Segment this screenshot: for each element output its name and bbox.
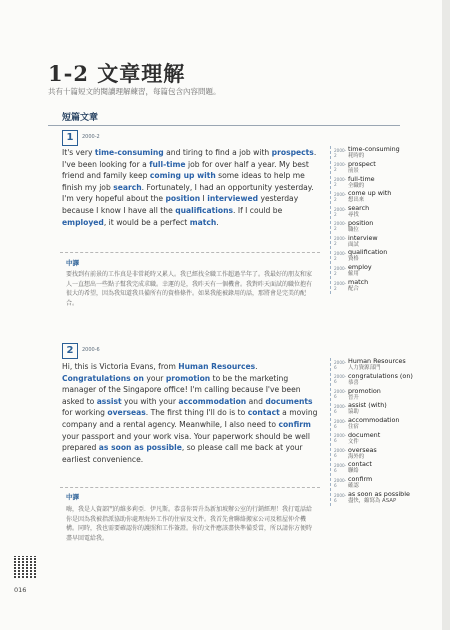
vocab-word: assist (with) (348, 401, 387, 410)
vocab-item (334, 235, 424, 249)
vocab-word: as soon as possible (348, 490, 410, 499)
passage-segment: your passport and your work visa. Your paperwork should be well prepared (62, 431, 310, 453)
passage-segment: you with your (121, 396, 179, 406)
vocab-word: time-consuming (348, 145, 400, 153)
vocab-track-number: 2000-2 (334, 206, 347, 217)
vocab-meaning: 聯絡 (348, 468, 359, 475)
qr-code-icon[interactable] (14, 556, 36, 578)
vocab-meaning: 配合 (348, 286, 359, 293)
passage-segment: I (200, 194, 208, 204)
page-number: 016 (14, 586, 27, 594)
vocab-meaning: 人力資源部門 (348, 365, 381, 371)
section-divider (48, 125, 400, 126)
vocab-entry (348, 447, 377, 461)
passage-segment: to be the marketing manager of the Singapore office! I'm calling because I've been asked to (62, 373, 301, 406)
highlighted-term: documents (265, 396, 313, 406)
vocab-track-number: 2000-2 (334, 265, 347, 276)
passage-segment: a moving company and a rental agency. Meanwhile, I also need to (62, 408, 318, 429)
highlighted-term: coming up with (149, 171, 216, 181)
vocab-word: prospect (348, 159, 376, 168)
vocab-entry (348, 358, 406, 372)
vocab-item (334, 190, 424, 204)
vocab-meaning: 資格 (348, 256, 359, 263)
passage-segment: yesterday because I know I have all the (62, 194, 299, 215)
highlighted-term: prospects (271, 148, 314, 157)
vocab-track-number: 2000-2 (334, 236, 347, 247)
vocab-word: come up with (348, 189, 392, 198)
vocab-item (334, 432, 424, 446)
passage-1-translation-label: 中譯 (66, 259, 79, 267)
passage-2-divider (60, 487, 320, 488)
passage-segment: and (246, 396, 266, 406)
vocab-item (334, 176, 424, 190)
highlighted-term: contact (247, 408, 280, 418)
vocab-track-number: 2000-2 (334, 280, 347, 291)
section-label: 短篇文章 (62, 113, 99, 123)
vocab-entry (348, 279, 368, 293)
vocab-track-number: 2000-6 (334, 448, 347, 459)
vocab-meaning: 恭喜 (348, 379, 359, 386)
vocab-word: document (348, 430, 381, 439)
vocab-meaning: 確認 (348, 483, 359, 490)
vocab-word: match (348, 278, 369, 287)
passage-segment: . The first thing I'll do is to (145, 408, 248, 418)
vocab-entry (348, 417, 399, 431)
passage-2-vocab-list (330, 358, 424, 506)
vocab-word: employ (348, 263, 372, 272)
vocab-word: search (348, 204, 370, 213)
vocab-track-number: 2000-6 (334, 389, 347, 400)
passage-segment: It's very (62, 148, 95, 157)
passage-2-translation-label: 中譯 (66, 493, 79, 501)
vocab-track-number: 2000-6 (334, 418, 347, 429)
vocab-track-number: 2000-6 (334, 477, 347, 488)
vocab-item (334, 461, 424, 475)
passage-segment: for working (62, 408, 108, 418)
vocab-meaning: 協助 (348, 409, 359, 416)
passage-segment: Hi, this is Victoria Evans, from (62, 362, 179, 371)
highlighted-term: accommodation (178, 396, 247, 406)
highlighted-term: overseas (107, 408, 146, 418)
passage-segment: . (255, 362, 258, 371)
vocab-meaning: 僱用 (348, 271, 359, 278)
vocab-meaning: 全職的 (348, 182, 365, 189)
passage-1-track: 2000-2 (82, 134, 100, 140)
vocab-word: contact (348, 460, 372, 469)
passage-2-translation: 嗨，我是人資部門的維多莉亞．伊凡斯。恭喜你晉升為新加坡辦公室的行銷經理！我打電話給你是因為我被指派協助你處理海外工作的住宿及文件。我首先會聯絡搬家公司及租屋仲介機構。同時，我也需要確認你的護照和工作簽證。你的文件應該盡快準備妥當，所以請你方便時盡早回電給我。 (66, 506, 313, 542)
vocab-track-number: 2000-2 (334, 191, 347, 202)
vocab-entry (348, 373, 413, 387)
highlighted-term: confirm (278, 419, 311, 429)
vocab-item (334, 264, 424, 278)
vocab-entry (348, 161, 376, 175)
vocab-track-number: 2000-6 (334, 433, 347, 444)
vocab-word: congratulations (on) (348, 371, 413, 380)
passage-1-number: 1 (62, 130, 78, 146)
vocab-meaning: 職位 (348, 226, 359, 233)
highlighted-term: Congratulations on (62, 373, 144, 383)
vocab-track-number: 2000-2 (334, 250, 347, 261)
vocab-item (334, 373, 424, 387)
highlighted-term: match (189, 217, 217, 227)
highlighted-term: Human Resources (178, 362, 256, 371)
passage-segment: , so please call me back at your earliest convenience. (62, 443, 303, 464)
vocab-track-number: 2000-6 (334, 359, 347, 370)
vocab-item (334, 417, 424, 431)
vocab-meaning: 住宿 (348, 424, 359, 431)
vocab-entry (348, 402, 387, 416)
vocab-entry (348, 220, 373, 234)
vocab-entry (348, 476, 372, 490)
vocab-entry (348, 461, 372, 475)
page-title: 1-2 文章理解 (48, 61, 186, 86)
vocab-entry (348, 176, 375, 190)
vocab-track-number: 2000-2 (334, 177, 347, 188)
vocab-entry (348, 264, 372, 278)
vocab-track-number: 2000-6 (334, 403, 347, 414)
vocab-meaning: 前景 (348, 167, 359, 174)
passage-segment: and tiring to find a job with (163, 148, 272, 157)
highlighted-term: qualifications (175, 205, 233, 215)
passage-segment: , it would be a perfect (103, 217, 190, 227)
vocab-item (334, 249, 424, 263)
highlighted-term: as soon as possible (98, 443, 182, 453)
vocab-track-number: 2000-6 (334, 374, 347, 385)
vocab-entry (348, 205, 369, 219)
vocab-meaning: 海外的 (348, 453, 365, 460)
vocab-word: confirm (348, 475, 373, 484)
passage-segment: . If I could be (233, 205, 283, 215)
vocab-track-number: 2000-6 (334, 462, 347, 473)
vocab-meaning: 耗時的 (348, 153, 365, 159)
vocab-item (334, 402, 424, 416)
passage-1-text (62, 147, 322, 228)
vocab-word: overseas (348, 445, 377, 454)
highlighted-term: full-time (149, 159, 186, 169)
highlighted-term: assist (96, 396, 122, 406)
vocab-word: Human Resources (348, 357, 406, 365)
highlighted-term: search (113, 182, 142, 192)
vocab-meaning: 面試 (348, 241, 359, 248)
vocab-word: full-time (348, 174, 375, 183)
passage-2-number: 2 (62, 343, 78, 359)
vocab-word: qualification (348, 248, 388, 257)
passage-1-vocab-list (330, 146, 424, 294)
passage-segment: . I've been looking for a (62, 148, 317, 169)
vocab-meaning: 文件 (348, 438, 359, 445)
vocab-entry (348, 249, 387, 263)
passage-segment: . Fortunately, I had an opportunity yesterday. I'm very hopeful about the (62, 182, 314, 204)
vocab-item (334, 279, 424, 293)
vocab-meaning: 盡快，縮寫為 ASAP (348, 498, 397, 505)
vocab-meaning: 想出來 (348, 197, 365, 204)
vocab-word: accommodation (348, 416, 400, 425)
vocab-item (334, 491, 424, 505)
highlighted-term: promotion (165, 373, 211, 383)
vocab-entry (348, 235, 378, 249)
vocab-entry (348, 388, 381, 402)
highlighted-term: interviewed (207, 194, 259, 204)
vocab-item (334, 447, 424, 461)
page-edge (442, 0, 450, 630)
vocab-item (334, 205, 424, 219)
passage-segment: . (216, 217, 219, 227)
vocab-track-number: 2000-2 (334, 221, 347, 232)
vocab-entry (348, 146, 400, 160)
passage-1-divider (60, 252, 320, 253)
vocab-item (334, 161, 424, 175)
vocab-item (334, 388, 424, 402)
passage-segment: some ideas to help me finish my job (62, 171, 305, 192)
passage-1-translation: 要找到有前景的工作真是非常耗時又累人。我已經找全職工作超過半年了。我最好的朋友和家人一直想出一些點子幫我完成求職。幸運的是，我昨天有一個機會。我對昨天面試的職位抱有很大的希望，因為我知道我具備所有的資格條件。如果我能被錄用的話，那將會是完美的配合。 (66, 271, 313, 307)
vocab-word: promotion (348, 386, 381, 395)
vocab-track-number: 2000-2 (334, 147, 347, 158)
highlighted-term: position (165, 194, 201, 204)
vocab-item (334, 146, 424, 160)
vocab-entry (348, 190, 391, 204)
passage-2-track: 2000-6 (82, 347, 100, 353)
vocab-track-number: 2000-6 (334, 492, 347, 503)
vocab-item (334, 220, 424, 234)
passage-segment: your (143, 373, 166, 383)
passage-segment: job for over half a year. My best friend and family keep (62, 159, 309, 181)
vocab-track-number: 2000-2 (334, 162, 347, 173)
highlighted-term: employed (62, 217, 104, 227)
vocab-item (334, 476, 424, 490)
vocab-entry (348, 491, 410, 505)
page-subtitle: 共有十篇短文的閱讀理解練習，每篇包含內容問題。 (48, 87, 221, 96)
vocab-word: interview (348, 233, 378, 242)
vocab-entry (348, 432, 380, 446)
vocab-item (334, 358, 424, 372)
vocab-meaning: 尋找 (348, 212, 359, 219)
vocab-word: position (348, 218, 374, 227)
passage-2-text (62, 361, 322, 465)
vocab-meaning: 晉升 (348, 394, 359, 401)
highlighted-term: time-consuming (94, 148, 164, 157)
